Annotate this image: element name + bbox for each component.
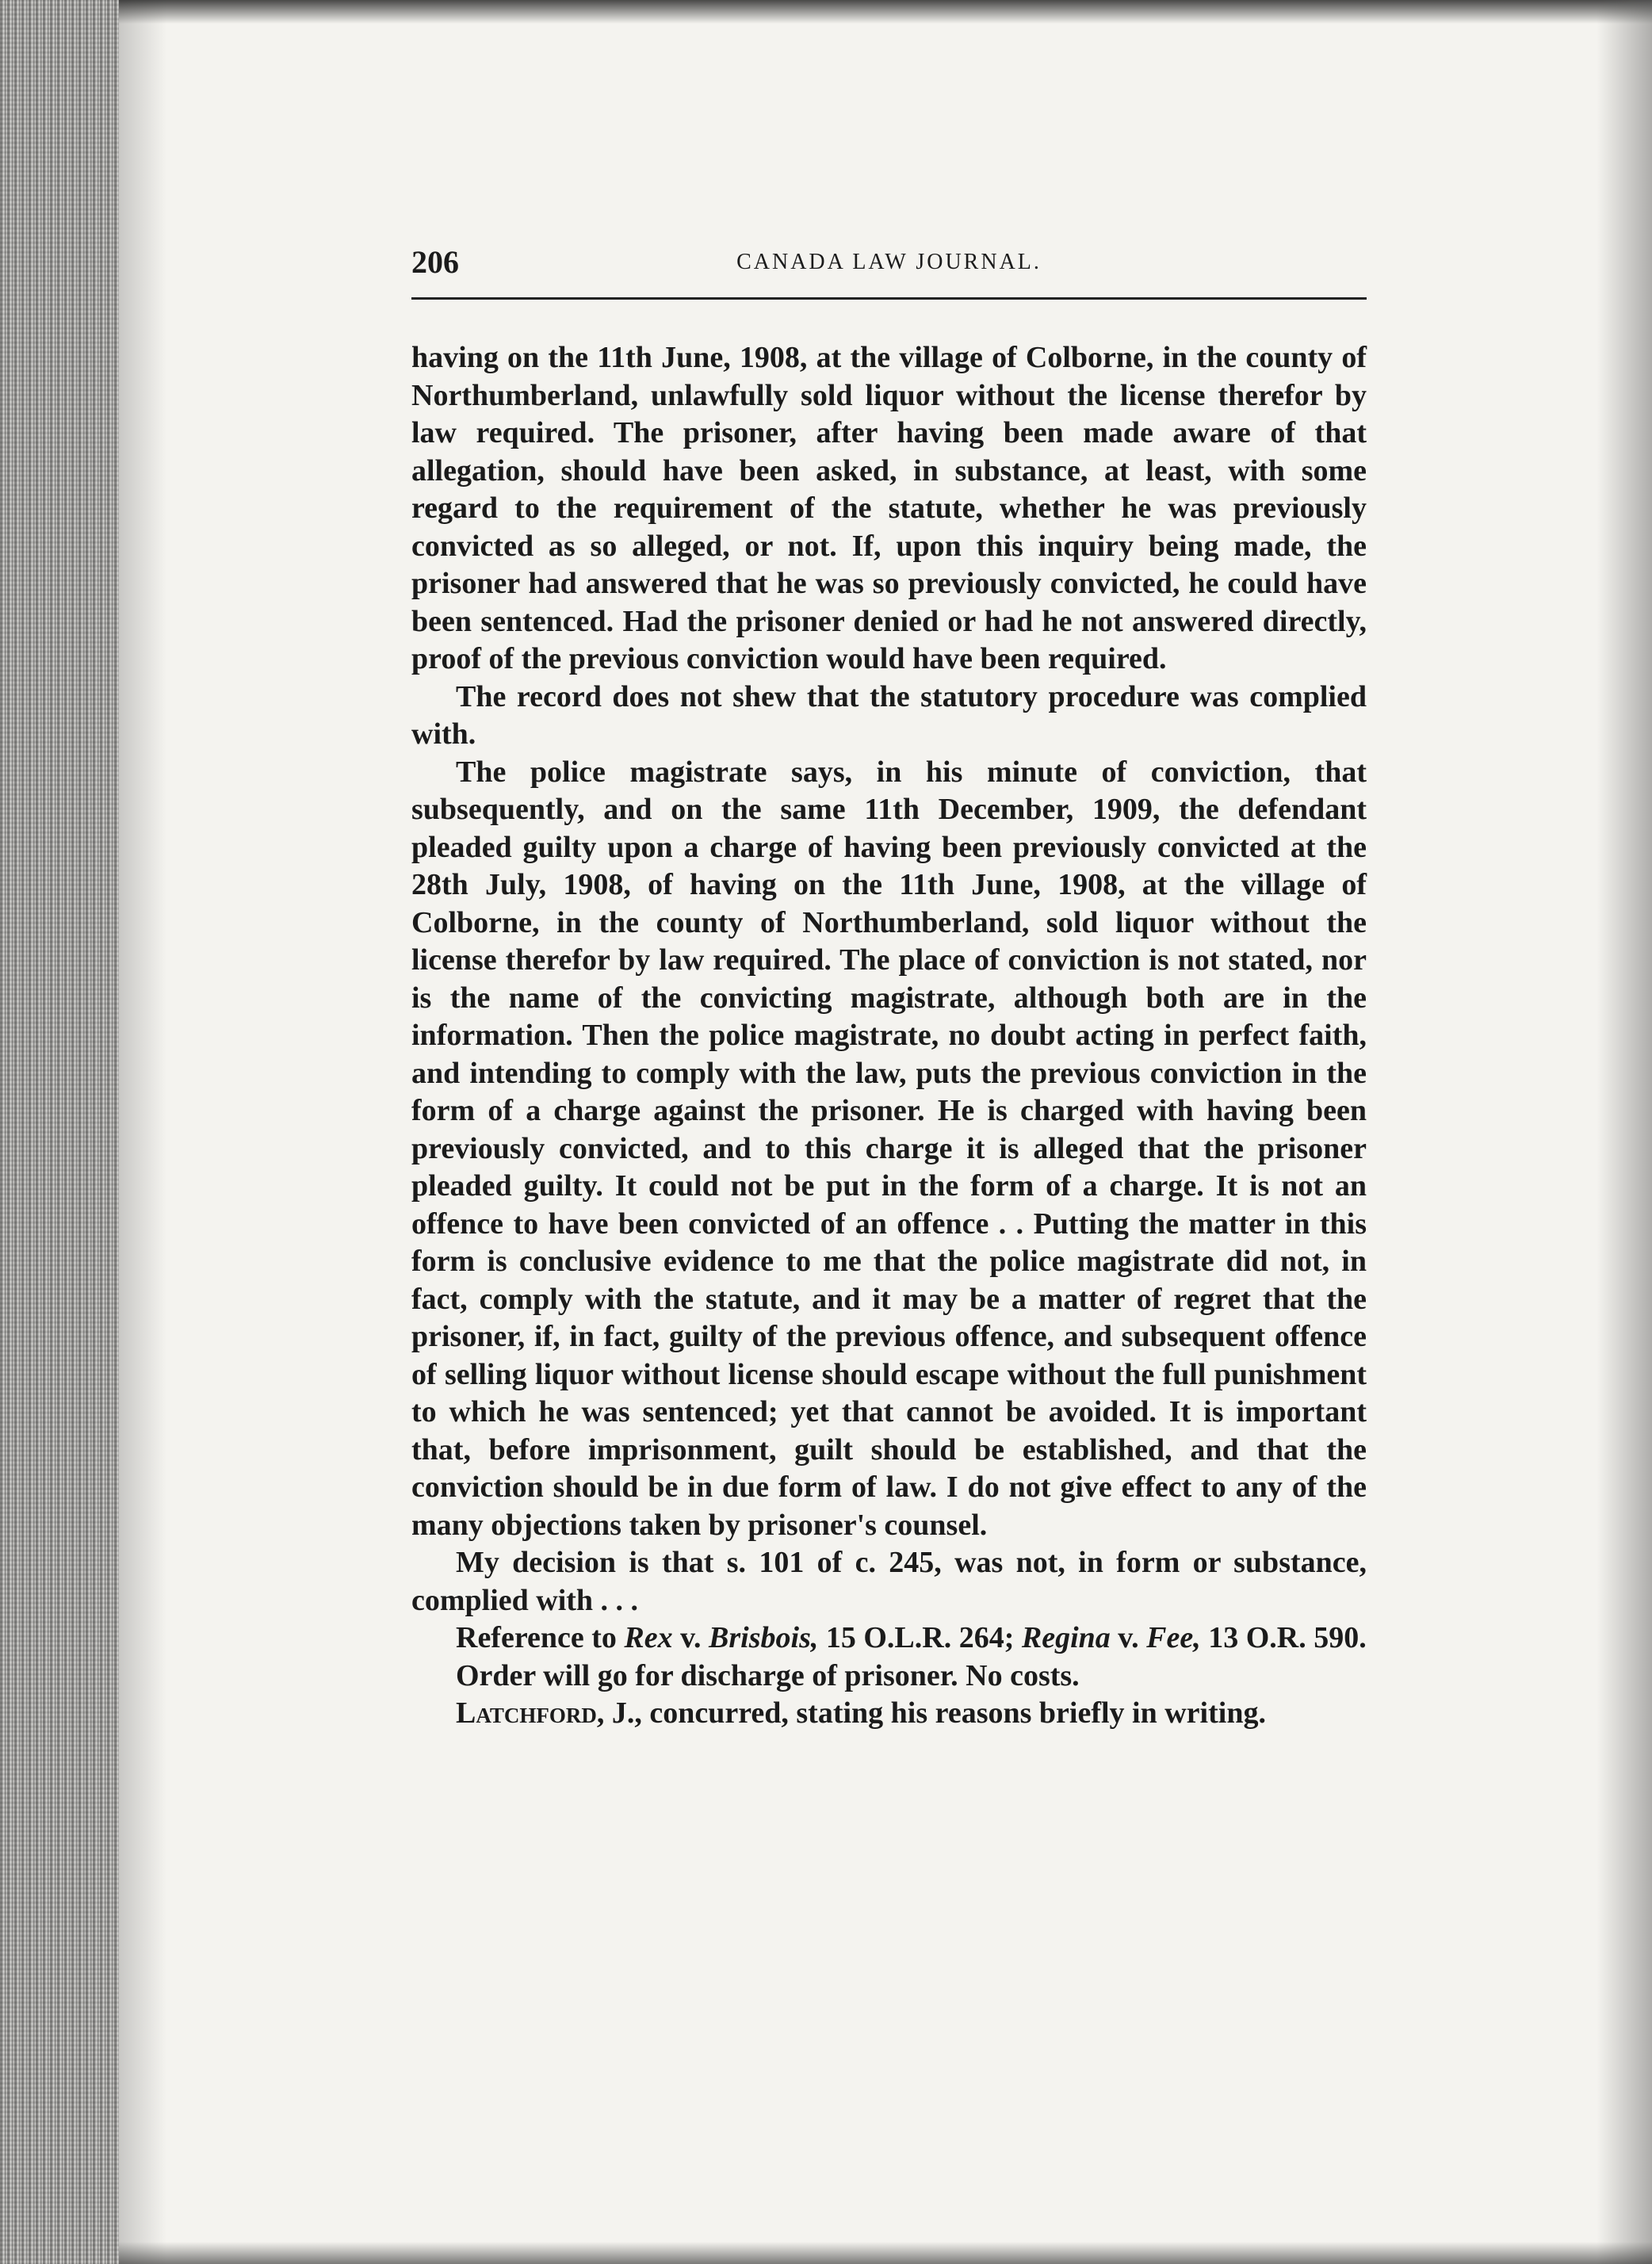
citation-2: 13 O.R. 590. (1200, 1621, 1367, 1654)
scan-binding-shadow (119, 0, 166, 2264)
paragraph-5-references (411, 1620, 1367, 1658)
case-brisbois: Brisbois, (709, 1621, 819, 1654)
versus-1: v. (672, 1621, 709, 1654)
paragraph-4: My decision is that s. 101 of c. 245, was not, in form or substance, complied with . . . (411, 1546, 1367, 1617)
versus-2: v. (1110, 1621, 1147, 1654)
paragraph-3: The police magistrate says, in his minute of conviction, that subsequently, and on the same 11th December, 1909, the defendant pleaded guilty upon a charge of having been previously convicted at the 28th July, 1908, of having on the 11th June, 1908, at the village of Colborne, in the county of Northumberland, sold liquor without the license therefor by law required. The place of conviction is not stated, nor is the name of the convicting magistrate, although both are in the information. Then the police magistrate, no doubt acting in perfect faith, and intending to comply with the law, puts the previous conviction in the form of a charge against the prisoner. He is charged with having been previously convicted, and to this charge it is alleged that the prisoner pleaded guilty. It could not be put in the form of a charge. It is not an offence to have been convicted of an offence . . Putting the matter in this form is conclusive evidence to me that the police magistrate did not, in fact, comply with the statute, and it may be a matter of regret that the prisoner, if, in fact, guilty of the previous offence, and subsequent offence of selling liquor without license should escape without the full punishment to which he was sentenced; yet that cannot be avoided. It is important that, before imprisonment, guilt should be established, and that the conviction should be in due form of law. I do not give effect to any of the many objections taken by prisoner's counsel. (411, 755, 1367, 1542)
judge-concurrence: , J., concurred, stating his reasons briefly in writing. (596, 1696, 1266, 1730)
journal-title: CANADA LAW JOURNAL. (736, 250, 1042, 274)
paragraph-1: having on the 11th June, 1908, at the village of Colborne, in the county of Northumberland, unlawfully sold liquor without the license therefor by law required. The prisoner, after having been made aware of that allegation, should have been asked, in substance, at least, with some regard to the requirement of the statute, whether he was previously convicted as so alleged, or not. If, upon this inquiry being made, the prisoner had answered that he was so previously convicted, he could have been sentenced. Had the prisoner denied or had he not answered directly, proof of the previous conviction would have been required. (411, 341, 1367, 675)
scan-bottom-edge (119, 2242, 1652, 2264)
scan-top-edge (119, 0, 1652, 24)
page-number: 206 (411, 244, 459, 280)
paragraph-6: Order will go for discharge of prisoner. No costs. (456, 1658, 1080, 1692)
article-body (411, 339, 1367, 1733)
case-rex: Rex (624, 1621, 673, 1654)
case-regina: Regina (1021, 1621, 1111, 1654)
scan-right-edge (1597, 0, 1652, 2264)
reference-intro: Reference to (456, 1621, 625, 1654)
citation-1: 15 O.L.R. 264; (818, 1621, 1022, 1654)
journal-page (411, 242, 1367, 1733)
judge-name: Latchford (456, 1696, 597, 1730)
paragraph-7 (411, 1695, 1367, 1733)
case-fee: Fee, (1146, 1621, 1201, 1654)
scan-binding-edge (0, 0, 119, 2264)
running-head (411, 242, 1367, 300)
paragraph-2: The record does not shew that the statutory procedure was complied with. (411, 679, 1367, 751)
